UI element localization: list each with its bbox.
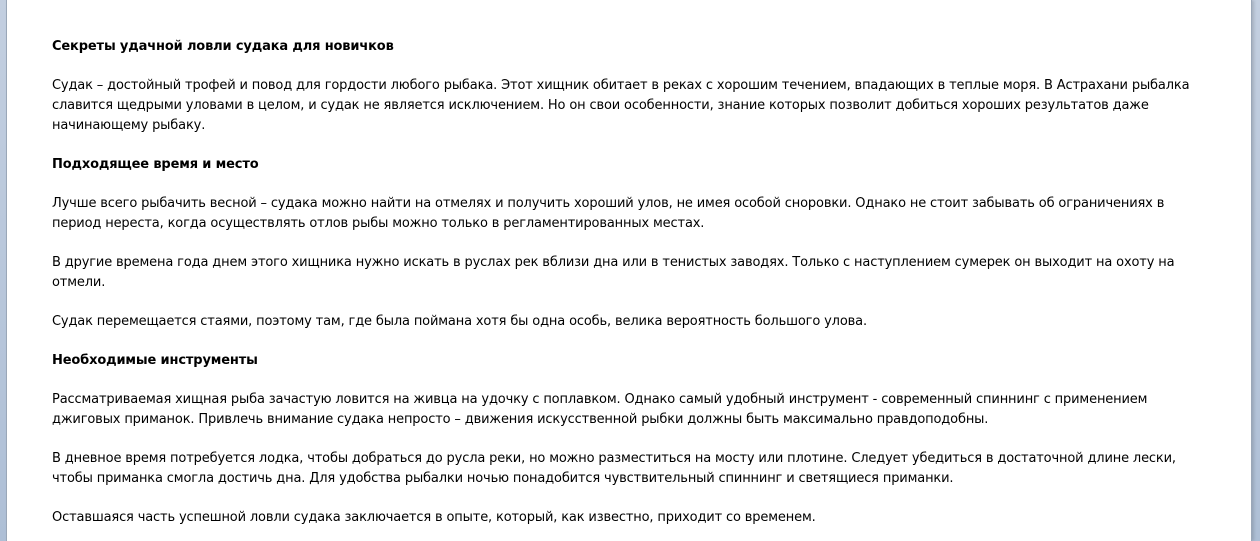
section-heading-tools: Необходимые инструменты (52, 353, 258, 368)
paragraph-other-seasons: В другие времена года днем этого хищника нужно искать в руслах рек вблизи дна или в тенистых заводях. Только с наступлением сумерек он выходит на охоту на отмели. (52, 255, 1175, 290)
intro-paragraph: Судак – достойный трофей и повод для гордости любого рыбака. Этот хищник обитает в реках с хорошим течением, впадающих в теплые моря. В Астрахани рыбалка славится щедрыми уловами в целом, и судак не является исключением. Но он свои особенности, знание которых позволит добиться хороших результатов даже начинающему рыбаку. (52, 78, 1190, 133)
section-heading-time-place: Подходящее время и место (52, 157, 259, 172)
document-body[interactable] (52, 37, 1212, 528)
paragraph-boat: В дневное время потребуется лодка, чтобы добраться до русла реки, но можно разместиться на мосту или плотине. Следует убедиться в достаточной длине лески, чтобы приманка смогла достичь дна. Для удобства рыбалки ночью понадобится чувствительный спиннинг и светящиеся приманки. (52, 451, 1176, 486)
paragraph-schools: Судак перемещается стаями, поэтому там, где была поймана хотя бы одна особь, велика вероятность большого улова. (52, 314, 867, 329)
paragraph-bait: Рассматриваемая хищная рыба зачастую ловится на живца на удочку с поплавком. Однако самый удобный инструмент - современный спиннинг с применением джиговых приманок. Привлечь внимание судака непросто – движения искусственной рыбки должны быть максимально правдоподобны. (52, 392, 1148, 427)
paragraph-experience: Оставшаяся часть успешной ловли судака заключается в опыте, который, как известно, приходит со временем. (52, 510, 816, 525)
paragraph-spring: Лучше всего рыбачить весной – судака можно найти на отмелях и получить хороший улов, не имея особой сноровки. Однако не стоит забывать об ограничениях в период нереста, когда осуществлять отлов рыбы можно только в регламентированных местах. (52, 196, 1165, 231)
document-title: Секреты удачной ловли судака для новичков (52, 39, 394, 54)
document-page[interactable] (6, 0, 1252, 541)
